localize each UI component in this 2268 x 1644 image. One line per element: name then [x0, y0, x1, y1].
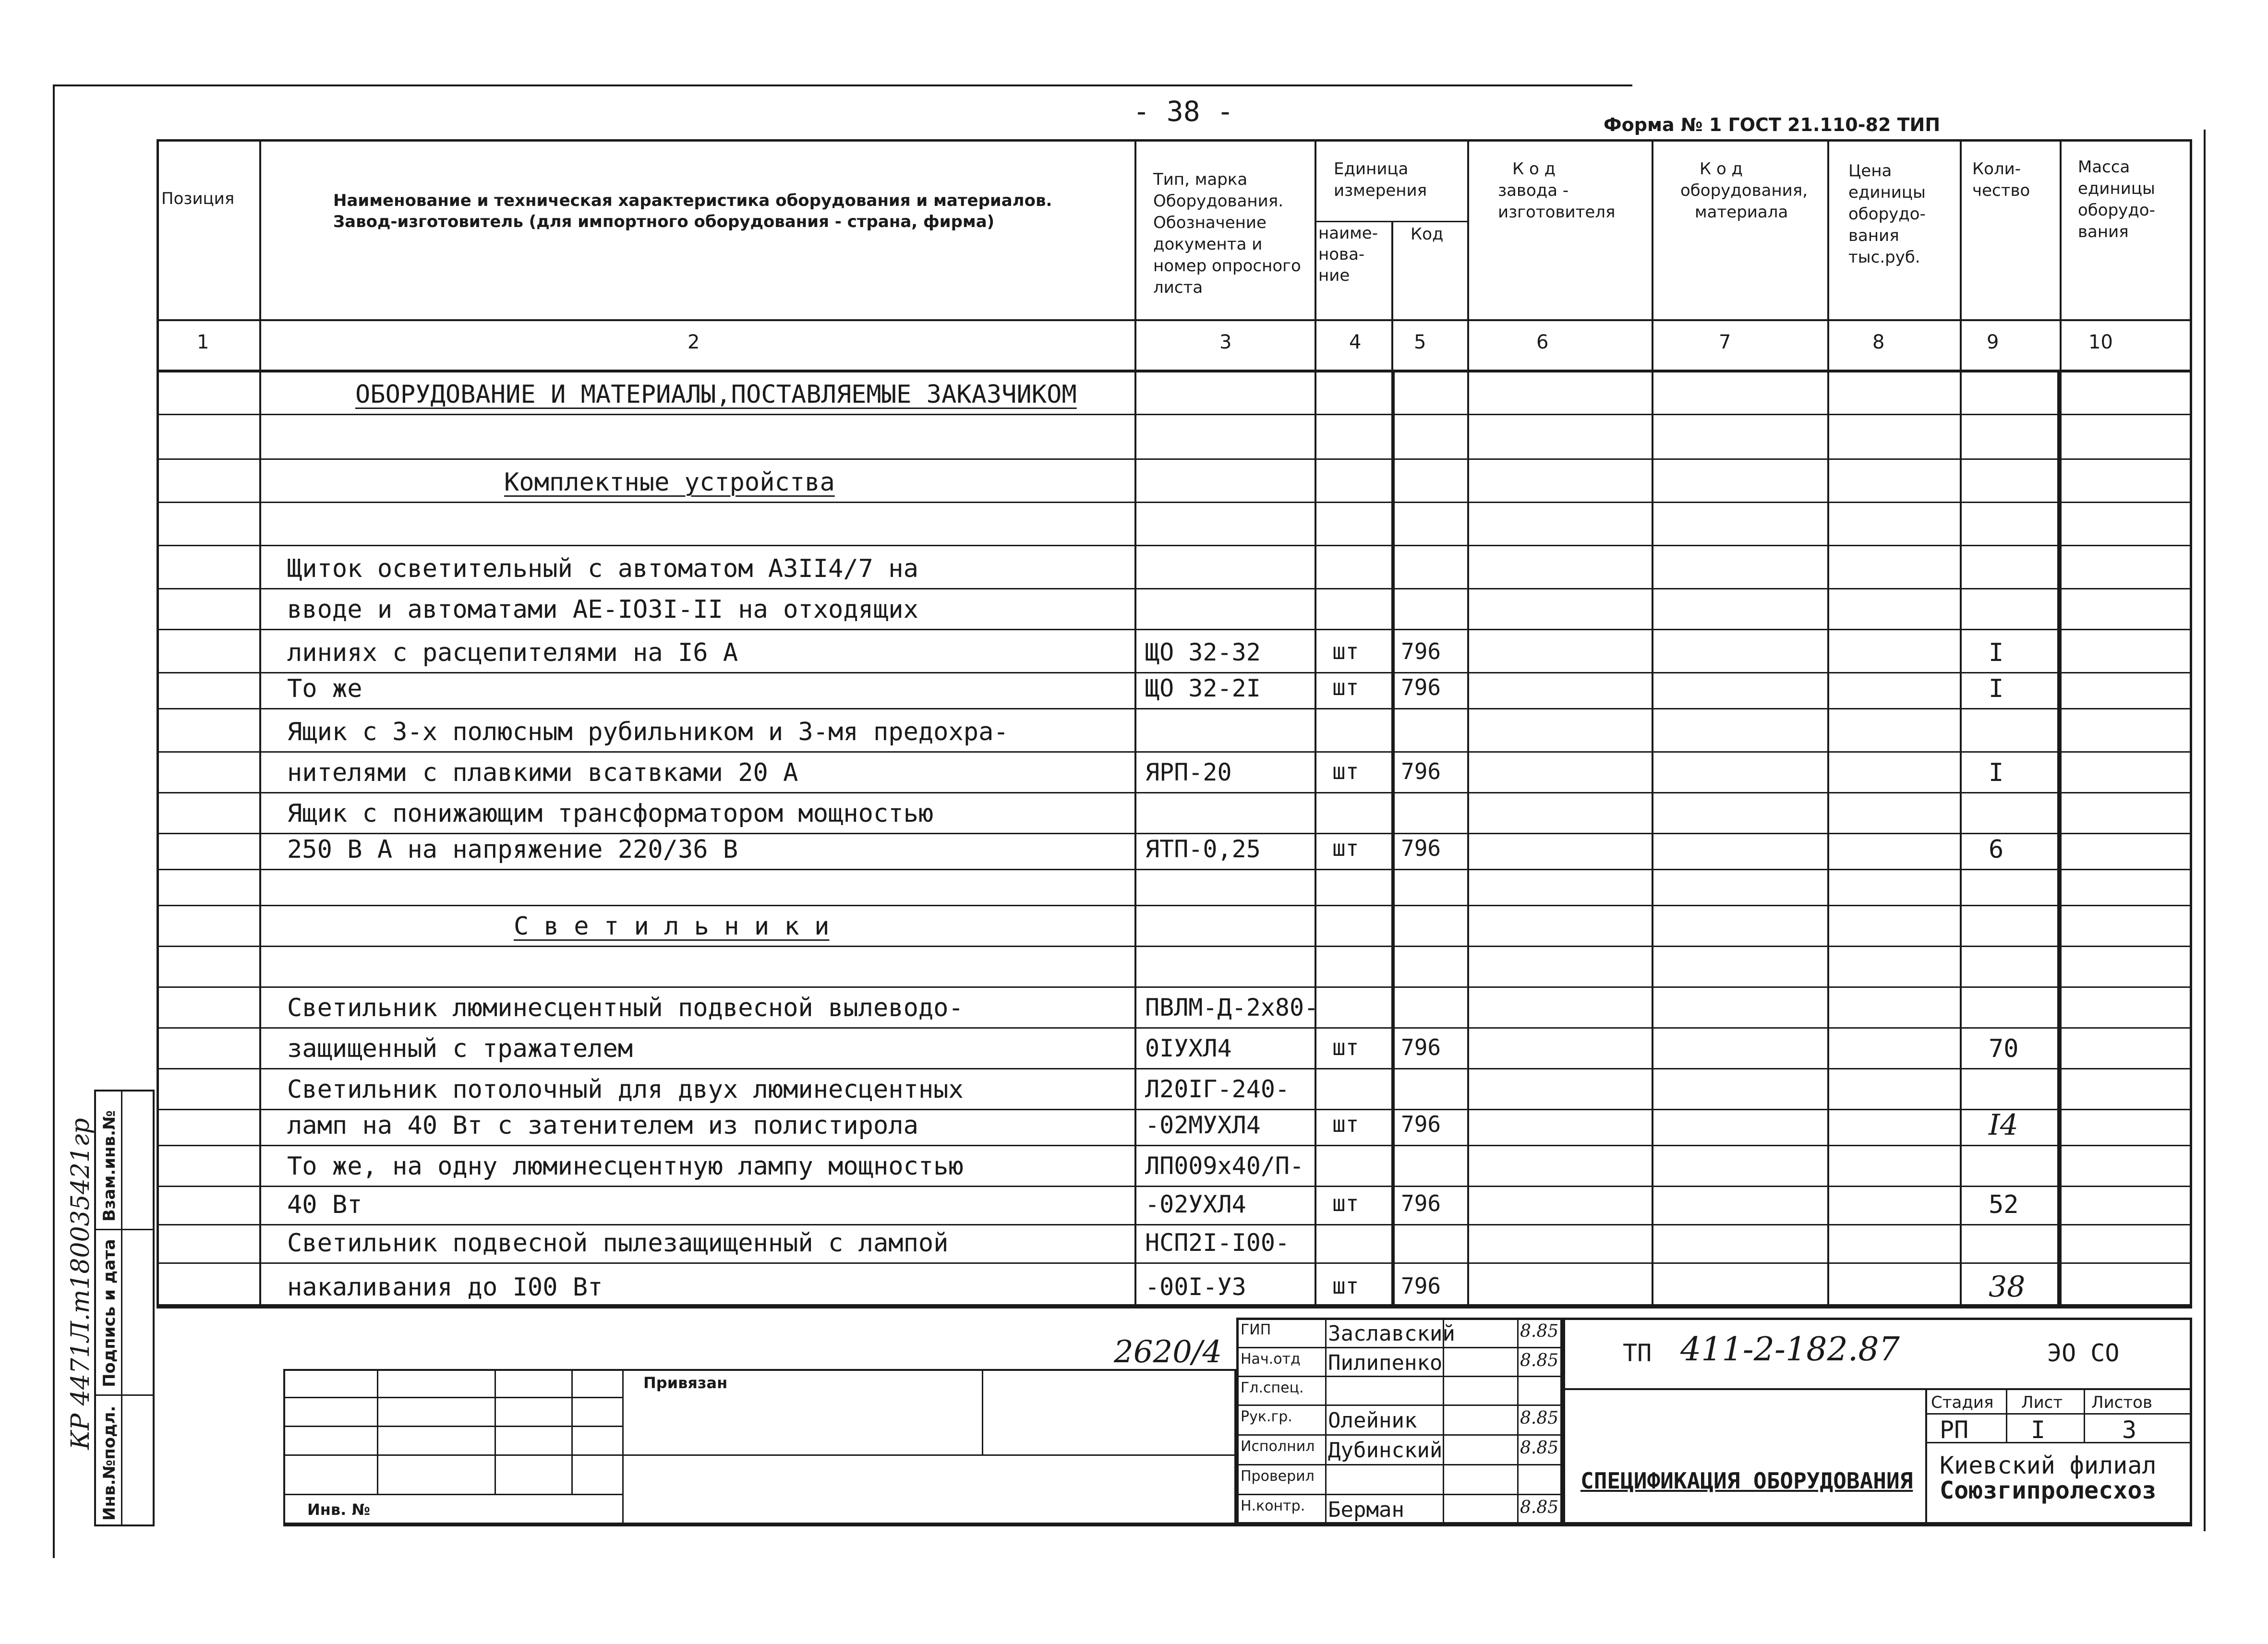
- sheet-label: Лист: [2021, 1393, 2063, 1412]
- col-sep: [1827, 139, 1829, 1307]
- item-type: ЯРП-20: [1145, 758, 1232, 786]
- signature-date: 8.85: [1520, 1321, 1559, 1341]
- stage-col: [2006, 1388, 2007, 1442]
- col-number: 2: [688, 331, 700, 353]
- item-type: ЯТП-0,25: [1145, 835, 1261, 863]
- left-margin-row: [94, 1394, 155, 1396]
- signature-date-label: Подпись и дата: [100, 1239, 119, 1387]
- bold-frame-left: [1391, 372, 1395, 1307]
- item-unit-code: 796: [1401, 758, 1441, 784]
- row-line: [157, 1145, 2192, 1146]
- signature-name: Дубинский: [1328, 1438, 1443, 1463]
- col-sep: [1960, 139, 1962, 1307]
- page-number: - 38 -: [1133, 95, 1234, 128]
- row-line: [157, 672, 2192, 673]
- privyazan-label: Привязан: [643, 1374, 728, 1392]
- item-quantity: 70: [1989, 1034, 2019, 1063]
- item-type: -02УХЛ4: [1145, 1190, 1246, 1218]
- item-unit: шт: [1332, 835, 1359, 861]
- header-mass: Масса единицы оборудо- вания: [2078, 157, 2155, 241]
- row-line: [157, 629, 2192, 630]
- org-line2: Союзгипролесхоз: [1940, 1476, 2157, 1504]
- item-unit-code: 796: [1401, 1273, 1441, 1299]
- privyazan-row: [283, 1494, 622, 1495]
- left-margin-row: [94, 1229, 155, 1230]
- header-position: Позиция: [161, 189, 235, 208]
- sheet-ref: 2620/4: [1114, 1334, 1222, 1370]
- sheet-value: I: [2031, 1416, 2046, 1444]
- row-line: [157, 833, 2192, 834]
- item-name: Ящик с 3-х полюсным рубильником и 3-мя предохра-: [287, 718, 1009, 746]
- item-unit-code: 796: [1401, 674, 1441, 700]
- titleblock-top: [157, 1307, 2192, 1308]
- section-heading: С в е т и л ь н и к и: [514, 912, 830, 941]
- item-type: Л20IГ-240-: [1145, 1075, 1290, 1103]
- item-unit-code: 796: [1401, 638, 1441, 664]
- signature-row-line: [1236, 1376, 1563, 1377]
- item-unit: шт: [1332, 674, 1359, 700]
- item-unit: шт: [1332, 1034, 1359, 1060]
- item-name: Светильник потолочный для двух люминесцентных: [287, 1075, 964, 1104]
- row-line: [157, 414, 2192, 415]
- col-number: 3: [1219, 331, 1232, 353]
- form-label: Форма № 1 ГОСТ 21.110-82 ТИП: [1604, 114, 1941, 135]
- doc-code-bottom: [1563, 1388, 2192, 1390]
- item-unit: шт: [1332, 1273, 1359, 1299]
- replacement-inv-label: Взам.инв.№: [100, 1110, 119, 1222]
- header-price: Цена единицы оборудо- вания тыс.руб.: [1848, 161, 1926, 267]
- item-quantity: I: [1989, 674, 2004, 703]
- signature-name: Берман: [1328, 1498, 1404, 1522]
- section-heading: ОБОРУДОВАНИЕ И МАТЕРИАЛЫ,ПОСТАВЛЯЕМЫЕ ЗАКАЗЧИКОМ: [355, 380, 1077, 409]
- inv-original-label: Инв.№подл.: [100, 1405, 119, 1521]
- item-type: НСП2I-I00-: [1145, 1229, 1290, 1257]
- row-line: [157, 708, 2192, 709]
- item-unit-code: 796: [1401, 1190, 1441, 1216]
- signature-date: 8.85: [1520, 1351, 1559, 1370]
- item-name: То же, на одну люминесцентную лампу мощностью: [287, 1152, 964, 1181]
- stage-value: РП: [1940, 1416, 1969, 1444]
- item-name: 40 Вт: [287, 1190, 362, 1219]
- header-quantity: Коли- чество: [1972, 159, 2030, 200]
- doc-code: 411-2-182.87: [1680, 1331, 1900, 1368]
- unit-subheader-line: [1315, 221, 1467, 222]
- item-name: накаливания до I00 Вт: [287, 1273, 603, 1302]
- row-line: [157, 946, 2192, 947]
- item-unit-code: 796: [1401, 1034, 1441, 1060]
- signature-row-line: [1236, 1404, 1563, 1406]
- row-line: [157, 905, 2192, 906]
- item-name: вводе и автоматами АЕ-IO3I-II на отходящих: [287, 595, 918, 624]
- privyazan-col: [377, 1369, 378, 1494]
- item-unit: шт: [1332, 1111, 1359, 1137]
- signature-date: 8.85: [1520, 1438, 1559, 1458]
- col-sep: [1134, 139, 1136, 1307]
- signature-role: Проверил: [1241, 1468, 1315, 1485]
- doc-title: СПЕЦИФИКАЦИЯ ОБОРУДОВАНИЯ: [1580, 1468, 1913, 1494]
- item-quantity: I4: [1989, 1108, 2018, 1142]
- row-line: [157, 792, 2192, 793]
- signature-row-line: [1236, 1347, 1563, 1348]
- col-number: 4: [1349, 331, 1362, 353]
- row-line: [157, 1027, 2192, 1029]
- bold-frame-right: [2057, 372, 2061, 1307]
- item-name: защищенный с тражателем: [287, 1034, 633, 1063]
- row-line: [157, 545, 2192, 546]
- signature-row-line: [1236, 1434, 1563, 1436]
- signature-role: Гл.спец.: [1241, 1380, 1304, 1396]
- item-quantity: 52: [1989, 1190, 2019, 1219]
- item-type: 0IУХЛ4: [1145, 1034, 1232, 1062]
- col-number: 10: [2088, 331, 2113, 353]
- titleblock-bottom: [283, 1524, 2192, 1526]
- col-sep: [259, 139, 261, 1307]
- frame-right: [2204, 130, 2206, 1531]
- row-line: [157, 869, 2192, 870]
- org-line1: Киевский филиал: [1940, 1452, 2157, 1479]
- header-name-line1: Наименование и техническая характеристика оборудования и материалов.: [333, 191, 1052, 210]
- row-line: [157, 1068, 2192, 1069]
- row-line: [157, 751, 2192, 753]
- item-type: ЩО 32-32: [1145, 638, 1261, 666]
- signature-role: ГИП: [1241, 1321, 1271, 1338]
- stage-col: [2084, 1388, 2085, 1442]
- item-name: линиях с расцепителями на I6 А: [287, 638, 738, 667]
- item-name: ламп на 40 Вт с затенителем из полистирола: [287, 1111, 918, 1140]
- col-number: 7: [1719, 331, 1731, 353]
- numbers-bottom: [157, 370, 2192, 372]
- doc-suffix: ЭО СО: [2047, 1339, 2120, 1367]
- signature-row-line: [1236, 1494, 1563, 1495]
- header-equipment-code: К о д оборудования, материала: [1680, 159, 1808, 222]
- item-type: -00I-У3: [1145, 1273, 1246, 1301]
- col-sep: [1467, 139, 1469, 1307]
- col-sep: [1652, 139, 1653, 1307]
- left-margin-split: [121, 1090, 122, 1526]
- signature-role: Рук.гр.: [1241, 1408, 1292, 1425]
- privyazan-row: [283, 1454, 1236, 1456]
- item-name: Ящик с понижающим трансформатором мощностью: [287, 799, 934, 828]
- signature-role: Исполнил: [1241, 1438, 1315, 1455]
- col-number: 8: [1872, 331, 1885, 353]
- signature-row-line: [1236, 1464, 1563, 1465]
- row-line: [157, 1224, 2192, 1225]
- header-bottom: [157, 319, 2192, 321]
- privyazan-col: [622, 1369, 624, 1524]
- section-heading: Комплектные устройства: [504, 468, 835, 497]
- privyazan-block: [283, 1369, 1236, 1524]
- signature-name: Олейник: [1328, 1408, 1417, 1433]
- signature-date: 8.85: [1520, 1498, 1559, 1517]
- privyazan-col: [571, 1369, 573, 1494]
- row-line: [157, 502, 2192, 503]
- item-unit: шт: [1332, 1190, 1359, 1216]
- item-unit: шт: [1332, 758, 1359, 784]
- privyazan-col: [495, 1369, 496, 1494]
- row-line: [157, 1186, 2192, 1187]
- item-type: ЩО 32-2I: [1145, 674, 1261, 702]
- sheets-label: Листов: [2091, 1393, 2153, 1412]
- frame-left: [53, 84, 55, 1558]
- doc-title-split: [1925, 1388, 1927, 1524]
- row-line: [157, 458, 2192, 460]
- item-type: ПВЛМ-Д-2х80-: [1145, 994, 1319, 1021]
- col-sep: [1315, 139, 1316, 1307]
- signature-role: Н.контр.: [1241, 1498, 1305, 1514]
- header-factory-code: К о д завода - изготовителя: [1498, 159, 1616, 222]
- item-name: 250 В А на напряжение 220/36 В: [287, 835, 738, 864]
- item-quantity: 6: [1989, 835, 2004, 864]
- inv-number-label: Инв. №: [307, 1500, 370, 1519]
- header-type: Тип, марка Оборудования. Обозначение документа и номер опросного листа: [1153, 170, 1301, 297]
- col-number: 6: [1536, 331, 1549, 353]
- item-name: Светильник подвесной пылезащищенный с лампой: [287, 1229, 949, 1258]
- row-line: [157, 588, 2192, 589]
- col-number: 5: [1414, 331, 1426, 353]
- header-unit-name: наиме- нова- ние: [1318, 224, 1378, 285]
- header-unit: Единица измерения: [1334, 159, 1427, 200]
- item-unit: шт: [1332, 638, 1359, 664]
- row-line: [157, 1109, 2192, 1110]
- header-name-line2: Завод-изготовитель (для импортного оборудования - страна, фирма): [333, 212, 995, 231]
- doc-code-prefix: ТП: [1623, 1339, 1652, 1367]
- signature-name: Заславский: [1328, 1321, 1455, 1346]
- sheets-value: 3: [2122, 1416, 2137, 1444]
- archive-code: КР 4471Л.т180035421гр: [66, 1118, 95, 1450]
- item-name: нителями с плавкими всатвками 20 А: [287, 758, 798, 787]
- col-number: 1: [197, 331, 209, 353]
- stage-label: Стадия: [1931, 1393, 1994, 1412]
- item-type: -02МУХЛ4: [1145, 1111, 1261, 1139]
- item-name: Светильник люминесцентный подвесной вылеводо-: [287, 994, 964, 1022]
- privyazan-col: [982, 1369, 983, 1454]
- item-quantity: 38: [1989, 1270, 2026, 1304]
- item-unit-code: 796: [1401, 835, 1441, 861]
- item-quantity: I: [1989, 638, 2004, 667]
- item-name: Щиток осветительный с автоматом А3II4/7 на: [287, 554, 918, 583]
- item-name: То же: [287, 674, 362, 703]
- signature-role: Нач.отд: [1241, 1351, 1301, 1368]
- col-number: 9: [1987, 331, 1999, 353]
- item-unit-code: 796: [1401, 1111, 1441, 1137]
- frame-top: [53, 84, 1632, 86]
- header-unit-code: Код: [1411, 225, 1444, 244]
- signature-name: Пилипенко: [1328, 1351, 1443, 1375]
- item-type: ЛП009х40/П-: [1145, 1152, 1304, 1180]
- row-line: [157, 986, 2192, 988]
- item-quantity: I: [1989, 758, 2004, 787]
- row-line: [157, 1262, 2192, 1264]
- stage-label-row: [1925, 1413, 2192, 1415]
- signature-date: 8.85: [1520, 1408, 1559, 1428]
